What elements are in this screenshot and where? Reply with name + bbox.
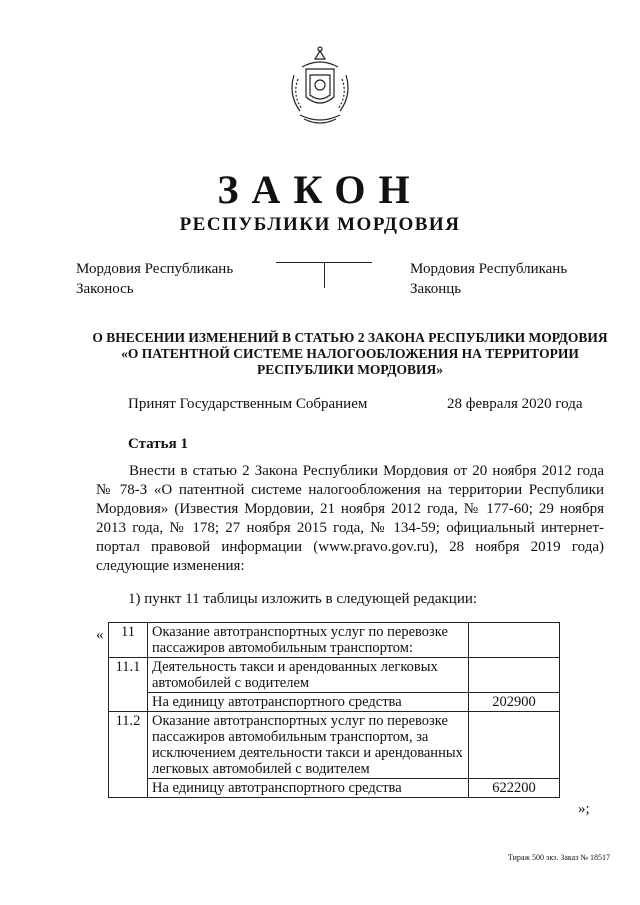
article-title: Статья 1 [128,436,188,452]
row-description: На единицу автотранспортного средства [148,779,469,798]
left-caption-line2: Законось [76,281,134,297]
adopted-by: Принят Государственным Собранием [128,396,368,412]
table-row [109,712,560,779]
row-value: 202900 [469,693,560,712]
row-number [109,779,148,798]
article-item-1: 1) пункт 11 таблицы изложить в следующей редакции: [128,591,478,607]
row-number: 11 [109,623,148,658]
left-caption [76,259,233,299]
row-description: Оказание автотранспортных услуг по перевозке пассажиров автомобильным транспортом, за исключением деятельности такси и арендованных легковых автомобилей с водителем [148,712,469,779]
right-caption-line2: Законць [410,281,462,297]
coat-of-arms-emblem [284,45,356,127]
row-value [469,712,560,779]
print-run-info: Тираж 500 экз. Заказ № 18517 [507,853,610,862]
law-heading-line1: О ВНЕСЕНИИ ИЗМЕНЕНИЙ В СТАТЬЮ 2 ЗАКОНА РЕСПУБЛИКИ МОРДОВИЯ [92,330,608,345]
law-heading-line3: РЕСПУБЛИКИ МОРДОВИЯ» [256,362,444,377]
document-title: ЗАКОН [217,167,423,212]
article-paragraph: Внести в статью 2 Закона Республики Мордовия от 20 ноября 2012 года № 78-З «О патентной системе налогообложения на территории Республики Мордовия» (Известия Мордовии, 21 ноября 2012 года, № 177-60; 29 ноября 2013 года, № 178; 27 ноября 2015 года, № 134-59; официальный интернет-портал правовой информации (www.pravo.gov.ru), 28 ноября 2019 года) следующие изменения: [96,463,604,574]
table-row [109,779,560,798]
row-value: 622200 [469,779,560,798]
law-heading [90,330,610,378]
table-open-quote: « [96,627,104,643]
law-heading-line2: «О ПАТЕНТНОЙ СИСТЕМЕ НАЛОГООБЛОЖЕНИЯ НА ТЕРРИТОРИИ [121,346,579,361]
row-description: Деятельность такси и арендованных легковых автомобилей с водителем [148,658,469,693]
table-row [109,623,560,658]
table-row [109,693,560,712]
right-caption [410,259,567,299]
row-value [469,658,560,693]
document-subtitle: РЕСПУБЛИКИ МОРДОВИЯ [179,214,461,235]
left-caption-line1: Мордовия Республикань [76,261,234,277]
row-number [109,693,148,712]
caption-divider-vertical [324,262,325,288]
row-value [469,623,560,658]
right-caption-line1: Мордовия Республикань [410,261,568,277]
row-description: На единицу автотранспортного средства [148,693,469,712]
row-description: Оказание автотранспортных услуг по перевозке пассажиров автомобильным транспортом: [148,623,469,658]
row-number: 11.2 [109,712,148,779]
row-number: 11.1 [109,658,148,693]
adoption-date: 28 февраля 2020 года [447,396,583,412]
rates-table [108,622,560,798]
table-row [109,658,560,693]
table-close-quote: »; [578,801,590,817]
